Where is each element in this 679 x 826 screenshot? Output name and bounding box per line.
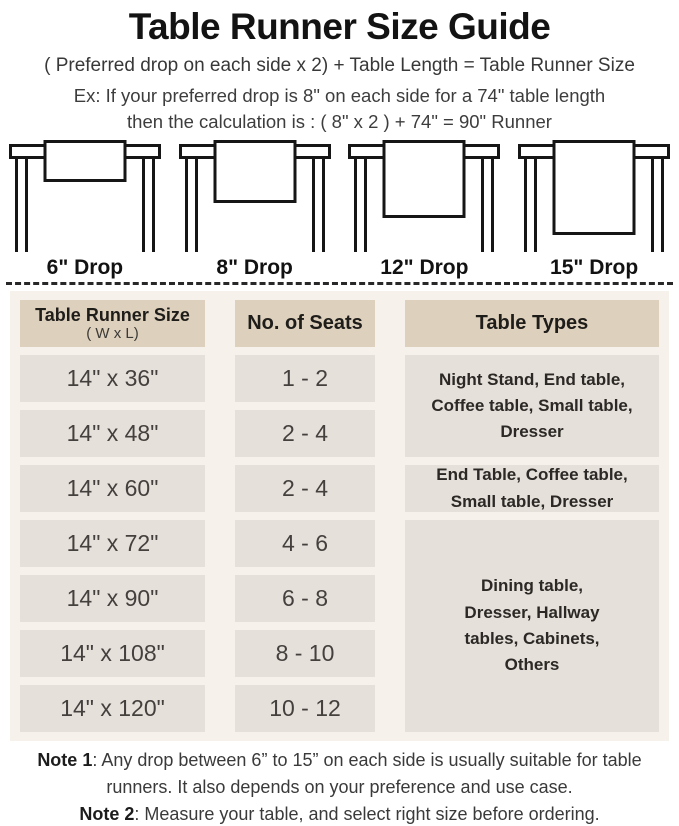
- dashed-divider: [6, 282, 673, 285]
- notes-block: [4, 747, 675, 826]
- runner-size-cell: 14" x 60": [20, 465, 205, 512]
- diagram-8-drop: [170, 140, 340, 280]
- seats-cell: 8 - 10: [235, 630, 375, 677]
- seats-cell: 4 - 6: [235, 520, 375, 567]
- runner-drape: [213, 140, 296, 203]
- seats-cell: 2 - 4: [235, 410, 375, 457]
- table-leg: [142, 156, 155, 252]
- table-leg: [524, 156, 537, 252]
- runner-size-cell: 14" x 108": [20, 630, 205, 677]
- example-line-2: then the calculation is : ( 8" x 2 ) + 74" = 90" Runner: [127, 111, 552, 133]
- drop-label: 15" Drop: [550, 256, 639, 280]
- table-leg: [312, 156, 325, 252]
- drop-diagrams-row: [0, 140, 679, 280]
- table-leg: [15, 156, 28, 252]
- note-1-text: : Any drop between 6” to 15” on each side is usually suitable for table runners. It also depends on your preference and use case.: [92, 750, 642, 798]
- table-leg: [185, 156, 198, 252]
- page-title: Table Runner Size Guide: [128, 6, 551, 47]
- runner-size-cell: 14" x 36": [20, 355, 205, 402]
- column-header-runner-size-subtitle: ( W x L): [86, 325, 139, 343]
- diagram-6-drop: [0, 140, 170, 280]
- table-leg: [651, 156, 664, 252]
- diagram-12-drop: [340, 140, 510, 280]
- note-2-label: Note 2: [79, 804, 135, 825]
- runner-drape: [43, 140, 126, 182]
- table-side-view-figure: [348, 140, 500, 253]
- seats-cell: 10 - 12: [235, 685, 375, 732]
- seats-cell: 6 - 8: [235, 575, 375, 622]
- table-side-view-figure: [9, 140, 161, 253]
- runner-size-cell: 14" x 90": [20, 575, 205, 622]
- drop-label: 6" Drop: [46, 256, 124, 280]
- note-1-label: Note 1: [37, 750, 93, 771]
- runner-drape: [383, 140, 466, 218]
- runner-size-cell: 14" x 120": [20, 685, 205, 732]
- table-leg: [354, 156, 367, 252]
- table-types-text: End Table, Coffee table, Small table, Dresser: [436, 465, 628, 511]
- runner-size-cell: 14" x 72": [20, 520, 205, 567]
- note-2-text: : Measure your table, and select right size before ordering.: [134, 804, 600, 825]
- drop-label: 8" Drop: [216, 256, 293, 280]
- table-types-cell: [405, 355, 659, 457]
- example-line-1: Ex: If your preferred drop is 8" on each side for a 74" table length: [73, 85, 606, 107]
- formula-text: ( Preferred drop on each side x 2) + Table Length = Table Runner Size: [44, 54, 635, 76]
- table-types-cell: [405, 520, 659, 732]
- diagram-15-drop: [509, 140, 679, 280]
- seats-cell: 1 - 2: [235, 355, 375, 402]
- table-side-view-figure: [518, 140, 670, 253]
- seats-cell: 2 - 4: [235, 465, 375, 512]
- column-header-runner-size: [20, 300, 205, 347]
- runner-drape: [553, 140, 636, 235]
- table-types-cell: [405, 465, 659, 512]
- column-header-table-types: Table Types: [405, 300, 659, 347]
- table-types-text: Dining table, Dresser, Hallway tables, Cabinets, Others: [464, 576, 600, 675]
- column-header-runner-size-title: Table Runner Size: [35, 304, 190, 325]
- drop-label: 12" Drop: [380, 256, 469, 280]
- table-types-text: Night Stand, End table, Coffee table, Small table, Dresser: [431, 369, 633, 442]
- table-side-view-figure: [179, 140, 331, 253]
- runner-size-cell: 14" x 48": [20, 410, 205, 457]
- size-chart-panel: [10, 291, 669, 741]
- column-header-seats: No. of Seats: [235, 300, 375, 347]
- size-chart-grid: [20, 300, 659, 732]
- table-leg: [481, 156, 494, 252]
